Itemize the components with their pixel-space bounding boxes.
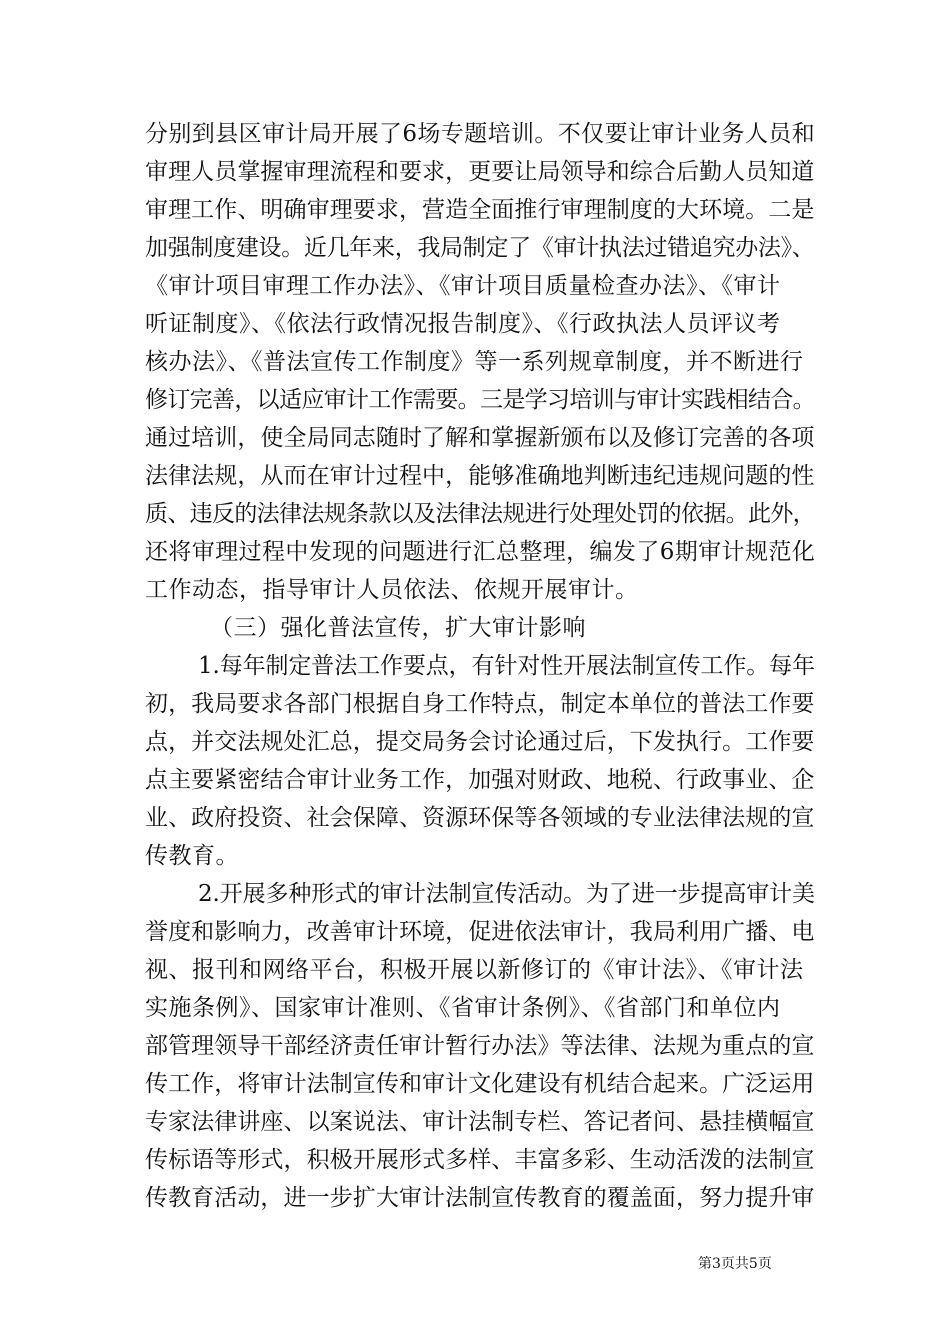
body-line: 实施条例》、国家审计准则、《省审计条例》、《省部门和单位内 <box>145 995 781 1021</box>
body-line: 传教育活动，进一步扩大审计法制宣传教育的覆盖面，努力提升审 <box>145 1185 815 1211</box>
body-line: 业、政府投资、社会保障、资源环保等各领域的专业法律法规的宣 <box>145 805 815 831</box>
body-line: 点主要紧密结合审计业务工作，加强对财政、地税、行政事业、企 <box>145 767 815 793</box>
body-line: 审理人员掌握审理流程和要求，更要让局领导和综合后勤人员知道 <box>145 159 815 185</box>
body-line: 分别到县区审计局开展了6场专题培训。不仅要让审计业务人员和 <box>145 121 816 147</box>
body-line: 还将审理过程中发现的问题进行汇总整理，编发了6期审计规范化 <box>145 539 816 565</box>
body-line: 听证制度》、《依法行政情况报告制度》、《行政执法人员评议考 <box>145 311 781 337</box>
body-line: 视、报刊和网络平台，积极开展以新修订的《审计法》、《审计法 <box>145 957 804 983</box>
body-line: 核办法》、《普法宣传工作制度》等一系列规章制度，并不断进行 <box>145 349 804 375</box>
body-line: 审理工作、明确审理要求，营造全面推行审理制度的大环境。二是 <box>145 197 815 223</box>
body-line: 传教育。 <box>145 843 239 869</box>
body-line: 通过培训，使全局同志随时了解和掌握新颁布以及修订完善的各项 <box>145 425 815 451</box>
body-line: 传工作，将审计法制宣传和审计文化建设有机结合起来。广泛运用 <box>145 1071 815 1097</box>
body-line: 誉度和影响力，改善审计环境，促进依法审计，我局利用广播、电 <box>145 919 815 945</box>
body-line: 《审计项目审理工作办法》、《审计项目质量检查办法》、《审计 <box>145 273 781 299</box>
body-line: 初，我局要求各部门根据自身工作特点，制定本单位的普法工作要 <box>145 691 815 717</box>
body-line: 工作动态，指导审计人员依法、依规开展审计。 <box>145 577 639 603</box>
body-line: 修订完善，以适应审计工作需要。三是学习培训与审计实践相结合。 <box>145 387 816 413</box>
body-line: 点，并交法规处汇总，提交局务会讨论通过后，下发执行。工作要 <box>145 729 815 755</box>
page-number-footer: 第3页共5页 <box>698 1256 772 1272</box>
body-line: 加强制度建设。近几年来，我局制定了《审计执法过错追究办法》、 <box>145 235 815 261</box>
body-line: 传标语等形式，积极开展形式多样、丰富多彩、生动活泼的法制宣 <box>145 1147 815 1173</box>
section-heading: （三）强化普法宣传，扩大审计影响 <box>210 615 586 641</box>
body-line: 部管理领导干部经济责任审计暂行办法》等法律、法规为重点的宣 <box>145 1033 815 1059</box>
body-line: 质、违反的法律法规条款以及法律法规进行处理处罚的依据。此外， <box>145 501 816 527</box>
body-line: 法律法规，从而在审计过程中，能够准确地判断违纪违规问题的性 <box>145 463 815 489</box>
paragraph-first-line: 1.每年制定普法工作要点，有针对性开展法制宣传工作。每年 <box>198 653 815 679</box>
body-line: 专家法律讲座、以案说法、审计法制专栏、答记者问、悬挂横幅宣 <box>145 1109 815 1135</box>
paragraph-first-line: 2.开展多种形式的审计法制宣传活动。为了进一步提高审计美 <box>198 881 815 907</box>
